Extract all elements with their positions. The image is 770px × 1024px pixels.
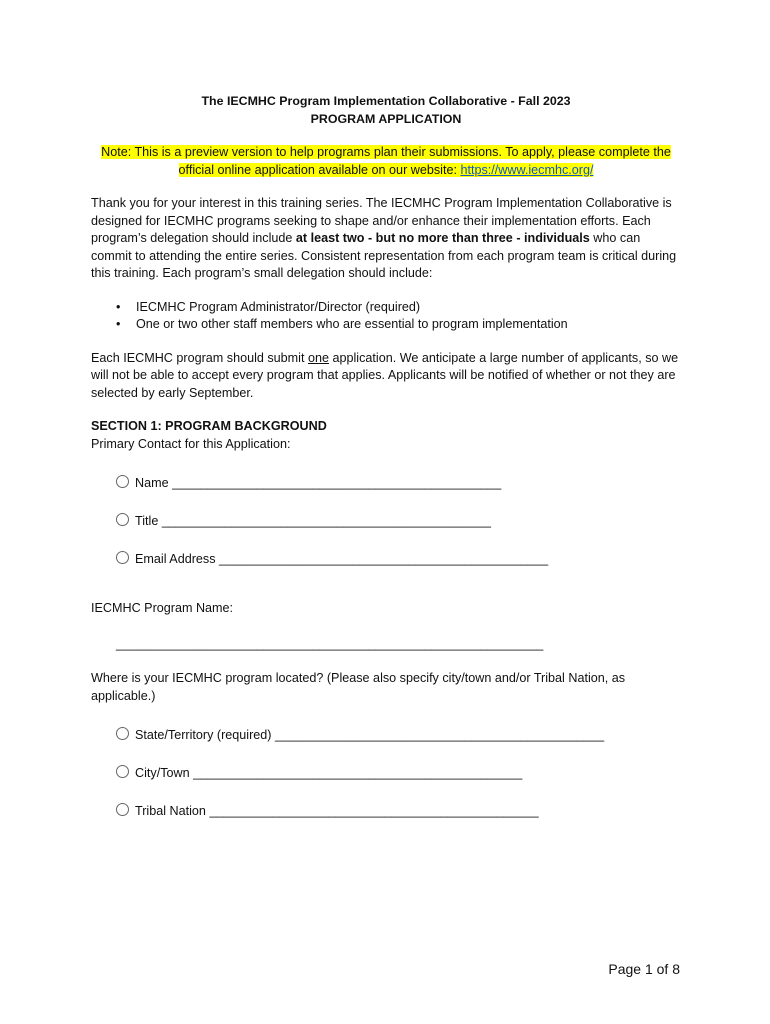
program-name-label: IECMHC Program Name:: [91, 601, 234, 615]
radio-circle-icon[interactable]: [116, 551, 129, 564]
field-blank[interactable]: _______________________________________________: [219, 552, 549, 567]
field-label: Tribal Nation: [135, 804, 206, 819]
submit-part-1: Each IECMHC program should submit: [91, 350, 308, 365]
radio-circle-icon[interactable]: [116, 727, 129, 740]
field-label: Name: [135, 476, 169, 491]
field-label: Title: [135, 514, 159, 529]
tribal-nation-field[interactable]: [116, 802, 681, 822]
field-label: State/Territory (required): [135, 728, 272, 743]
bullet-icon: •: [116, 299, 121, 314]
radio-circle-icon[interactable]: [116, 475, 129, 488]
note-line-2: [179, 163, 594, 177]
intro-part-2: who can commit to attending the entire series. Consistent representation from each program team is critical during this training. Each program’s small delegation should include:: [91, 231, 677, 280]
state-territory-field[interactable]: [116, 726, 681, 746]
list-item-text: One or two other staff members who are essential to program implementation: [136, 317, 568, 331]
document-title: [91, 93, 681, 128]
field-blank[interactable]: _______________________________________________: [172, 476, 502, 491]
page-content: [91, 93, 681, 822]
submit-paragraph: [91, 350, 681, 403]
field-blank[interactable]: _______________________________________________: [193, 766, 523, 781]
website-link[interactable]: https://www.iecmhc.org/: [460, 162, 594, 177]
location-question: Where is your IECMHC program located? (Please also specify city/town and/or Tribal Nation, as applicable.): [91, 671, 626, 703]
delegation-list: [91, 299, 681, 334]
city-town-field[interactable]: [116, 764, 681, 784]
intro-paragraph: [91, 195, 681, 283]
radio-circle-icon[interactable]: [116, 513, 129, 526]
note-line-1: Note: This is a preview version to help programs plan their submissions. To apply, please complete the: [101, 145, 671, 159]
field-blank[interactable]: _______________________________________________: [209, 804, 539, 819]
title-line-2: PROGRAM APPLICATION: [310, 111, 462, 126]
list-item-text: IECMHC Program Administrator/Director (required): [136, 299, 421, 314]
intro-part-1: Thank you for your interest in this training series. The IECMHC Program Implementation Collaborative is designed for IECMHC programs seeking to shape and/or enhance their implementation efforts. Each program’s delegation should include: [91, 196, 672, 245]
preview-note: [91, 144, 681, 179]
field-blank[interactable]: _______________________________________________: [161, 514, 492, 529]
bullet-icon: •: [116, 317, 121, 331]
program-name-blank[interactable]: _____________________________________________________________: [116, 636, 544, 651]
list-item: [116, 316, 681, 334]
intro-bold: at least two - but no more than three - individuals: [295, 231, 590, 245]
note-line-2-text: official online application available on our website:: [178, 162, 461, 177]
title-line-1: The IECMHC Program Implementation Collaborative - Fall 2023: [201, 94, 571, 108]
field-blank[interactable]: _______________________________________________: [274, 728, 605, 743]
contact-title-field[interactable]: [116, 512, 681, 532]
section-1-heading: SECTION 1: PROGRAM BACKGROUND: [91, 419, 327, 433]
list-item: [116, 299, 681, 317]
field-label: City/Town: [135, 766, 190, 781]
submit-part-2: application. We anticipate a large number of applicants, so we will not be able to accept every program that applies. Applicants will be notified of whether or not they are selected by early September.: [91, 350, 679, 400]
section-1-subheading: Primary Contact for this Application:: [91, 436, 291, 451]
submit-underline: one: [307, 350, 329, 365]
contact-name-field[interactable]: [116, 474, 681, 494]
page-number: Page 1 of 8: [608, 961, 680, 977]
radio-circle-icon[interactable]: [116, 803, 129, 816]
contact-email-field[interactable]: [116, 550, 681, 570]
radio-circle-icon[interactable]: [116, 765, 129, 778]
field-label: Email Address: [135, 552, 216, 567]
